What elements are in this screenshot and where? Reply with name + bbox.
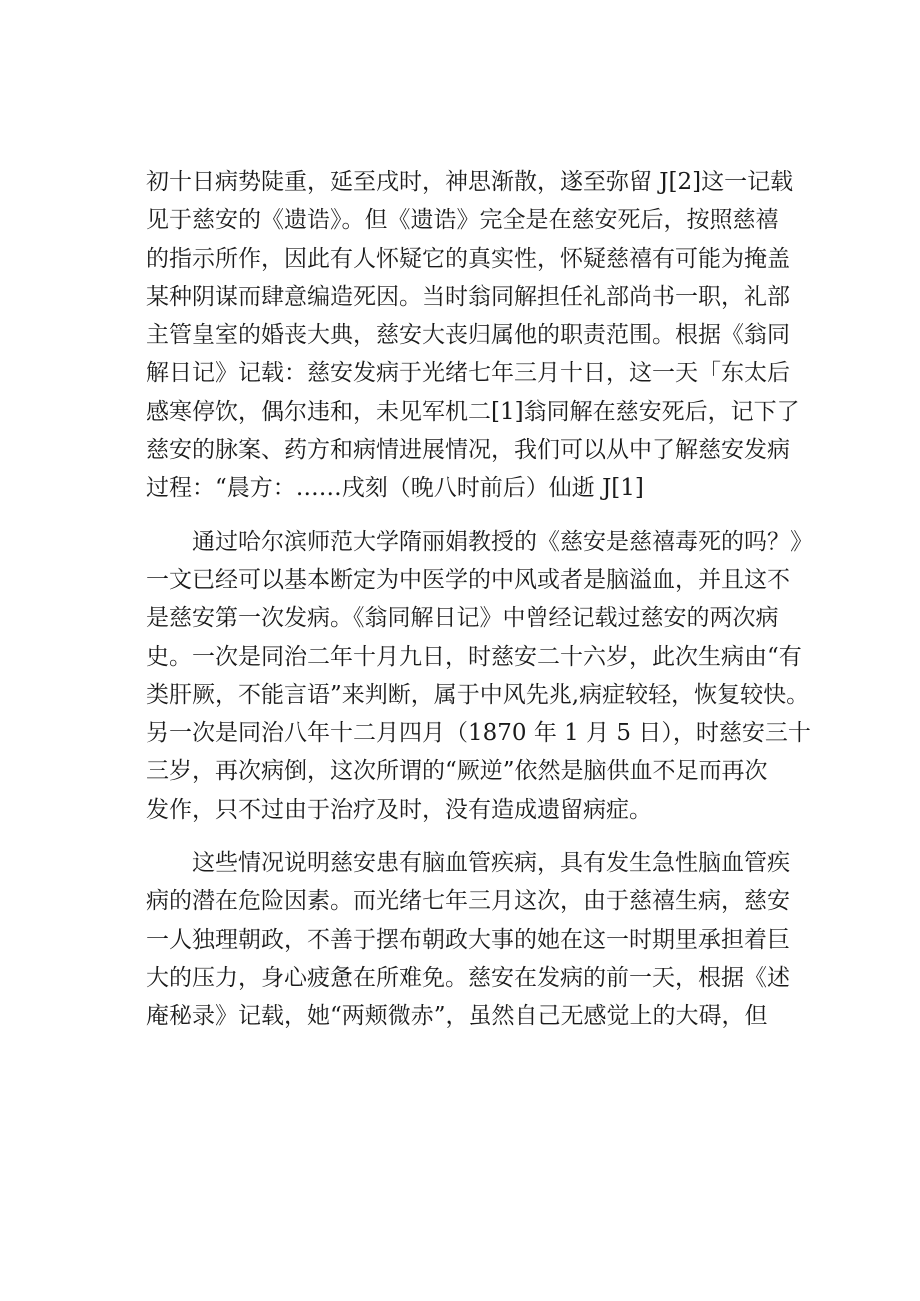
text-line: 过程：“晨方：……戌刻（晚八时前后）仙逝 J[1] [146, 475, 644, 502]
text-line: 一文已经可以基本断定为中医学的中风或者是脑溢血，并且这不 [146, 566, 790, 593]
text-line: 是慈安第一次发病。《翁同解日记》中曾经记载过慈安的两次病 [146, 605, 779, 632]
text-line: 的指示所作，因此有人怀疑它的真实性，怀疑慈禧有可能为掩盖 [146, 245, 790, 272]
text-line: 类肝厥，不能言语”来判断，属于中风先兆,病症较轻，恢复较快。 [146, 681, 810, 708]
text-line: 另一次是同治八年十二月四月（1870 年 1 月 5 日），时慈安三十 [146, 720, 811, 747]
text-line: 一人独理朝政，不善于摆布朝政大事的她在这一时期里承担着巨 [146, 926, 790, 953]
text-line: 这些情况说明慈安患有脑血管疾病，具有发生急性脑血管疾 [192, 850, 790, 877]
paragraph-1 [146, 163, 806, 508]
text-line: 主管皇室的婚丧大典，慈安大丧归属他的职责范围。根据《翁同 [146, 322, 790, 349]
text-line: 某种阴谋而肆意编造死因。当时翁同解担任礼部尚书一职，礼部 [146, 283, 790, 310]
paragraph-3 [146, 844, 806, 1035]
text-line: 解日记》记载：慈安发病于光绪七年三月十日，这一天「东太后 [146, 360, 790, 387]
text-line: 史。一次是同治二年十月九日，时慈安二十六岁，此次生病由“有 [146, 643, 802, 670]
paragraph-spacer [146, 508, 806, 523]
paragraph-2 [146, 523, 813, 829]
text-line: 感寒停饮，偶尔违和，未见军机二[1]翁同解在慈安死后，记下了 [146, 398, 800, 425]
text-line: 通过哈尔滨师范大学隋丽娟教授的《慈安是慈禧毒死的吗？》 [192, 528, 813, 555]
text-line: 庵秘录》记载，她“两颊微赤”，虽然自己无感觉上的大碍，但 [146, 1003, 768, 1030]
text-line: 见于慈安的《遗诰》。但《遗诰》完全是在慈安死后，按照慈禧 [146, 207, 779, 234]
text-line: 三岁，再次病倒，这次所谓的“厥逆”依然是脑供血不足而再次 [146, 758, 768, 785]
text-line: 初十日病势陡重，延至戌时，神思渐散，遂至弥留 J[2]这一记载 [146, 169, 794, 195]
text-line: 病的潜在危险因素。而光绪七年三月这次，由于慈禧生病，慈安 [146, 888, 790, 915]
document-body [146, 163, 813, 1036]
text-line: 发作，只不过由于治疗及时，没有造成遗留病症。 [146, 796, 652, 823]
paragraph-spacer [146, 829, 806, 844]
text-line: 慈安的脉案、药方和病情进展情况，我们可以从中了解慈安发病 [146, 437, 790, 464]
text-line: 大的压力，身心疲惫在所难免。慈安在发病的前一天，根据《述 [146, 964, 790, 991]
